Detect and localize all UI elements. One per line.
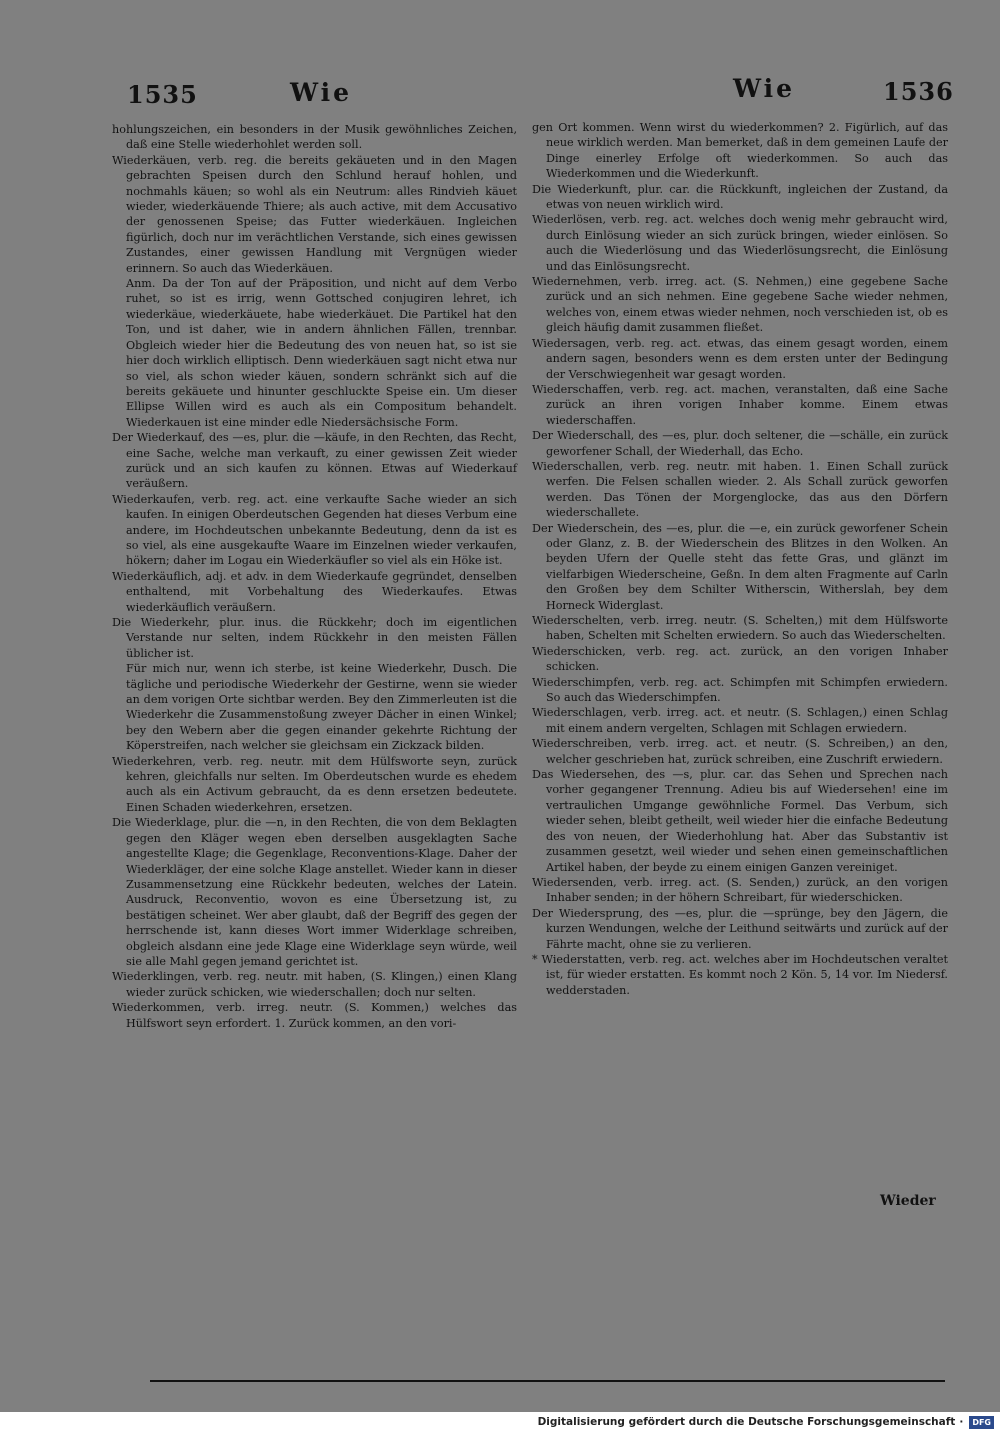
left-column-paragraph: Wiederkaufen, verb. reg. act. eine verkaufte Sache wieder an sich kaufen. In einigen Oberdeutschen Gegenden hat dieses Verbum eine andere, im Hochdeutschen unbekannte Bedeutung, denn da ist es so viel, als eine ausgekaufte Waare im Einzelnen wieder verkaufen, hökern; daher im Logau ein Wiederkäufler so viel als ein Höke ist. [112, 492, 517, 568]
left-column-paragraph: Wiederkäuen, verb. reg. die bereits gekäueten und in den Magen gebrachten Speisen durch den Schlund herauf hohlen, und nochmahls käuen; so wohl als ein Neutrum: alles Rindvieh käuet wieder, wiederkäuende Thiere; als auch active, mit dem Accusativo der genossenen Speise; das Futter wiederkäuen. Ingleichen figürlich, doch nur im verächtlichen Verstande, sich eines gewissen Zustandes, einer gewissen Handlung mit Vergnügen wieder erinnern. So auch das Wiederkäuen. [112, 153, 517, 275]
catchword: Wieder [880, 1193, 936, 1209]
right-column-paragraph: Das Wiedersehen, des —s, plur. car. das Sehen und Sprechen nach vorher gegangener Trennung. Adieu bis auf Wiedersehen! eine im vertraulichen Umgange gewöhnliche Formel. Das Verbum, sich wieder sehen, bleibt getheilt, weil wieder hier die einfache Bedeutung des von neuen, der Wiederhohlung hat. Aber das Substantiv ist zusammen gesetzt, weil wieder und sehen einen gemeinschaftlichen Artikel haben, der beyde zu einem einigen Ganzen vereiniget. [532, 768, 948, 874]
right-column-paragraph: Wiederschlagen, verb. irreg. act. et neutr. (S. Schlagen,) einen Schlag mit einem andern vergelten, Schlagen mit Schlagen erwiedern. [532, 706, 948, 735]
right-column-paragraph: Wiederschreiben, verb. irreg. act. et neutr. (S. Schreiben,) an den, welcher geschrieben hat, zurück schreiben, eine Zuschrift erwiedern. [532, 737, 948, 766]
left-column-paragraph: Wiederklingen, verb. reg. neutr. mit haben, (S. Klingen,) einen Klang wieder zurück schicken, wie wiederschallen; doch nur selten. [112, 970, 517, 999]
left-column [112, 122, 517, 1031]
left-column-paragraph: Für mich nur, wenn ich sterbe, ist keine Wiederkehr, Dusch. Die tägliche und periodische Wiederkehr der Gestirne, wenn sie wieder an dem vorigen Orte sichtbar werden. Bey den Zimmerleuten ist die Wiederkehr die Zusammenstoßung zweyer Dächer in einen Winkel; bey den Webern aber die gegen einander gekehrte Richtung der Köperstreifen, nach welcher sie gleichsam ein Zickzack bilden. [126, 662, 517, 753]
page-number-right: 1536 [883, 77, 954, 106]
right-column-paragraph: Wiederschicken, verb. reg. act. zurück, an den vorigen Inhaber schicken. [532, 644, 948, 674]
left-column-paragraph: Anm. Da der Ton auf der Präposition, und nicht auf dem Verbo ruhet, so ist es irrig, wenn Gottsched conjugiren lehret, ich wiederkäue, wiederkäuete, habe wiederkäuet. Die Partikel hat den Ton, und ist daher, wie in andern ähnlichen Fällen, trennbar. Obgleich wieder hier die Bedeutung des von neuen hat, so ist sie hier doch wirklich elliptisch. Denn wiederkäuen sagt nicht etwa nur so viel, als schon wieder käuen, sondern schränkt sich auf die bereits gekäuete und hinunter geschluckte Speise ein. Um dieser Ellipse Willen wird es auch als ein Compositum behandelt. Wiederkauen ist eine minder edle Niedersächsische Form. [126, 277, 517, 429]
right-column-paragraph: Wiederschelten, verb. irreg. neutr. (S. Schelten,) mit dem Hülfsworte haben, Schelten mit Schelten erwiedern. So auch das Wiederschelten. [532, 614, 948, 643]
right-column [532, 120, 948, 998]
right-column-paragraph: Wiedersagen, verb. reg. act. etwas, das einem gesagt worden, einem andern sagen, besonders wenn es dem ersten unter der Bedingung der Verschwiegenheit war gesagt worden. [532, 336, 948, 381]
running-head-left: Wie [290, 78, 353, 107]
left-column-paragraph: hohlungszeichen, ein besonders in der Musik gewöhnliches Zeichen, daß eine Stelle wiederhohlet werden soll. [112, 123, 517, 152]
footer-separator-icon: · [959, 1416, 964, 1428]
right-column-paragraph: Wiederschimpfen, verb. reg. act. Schimpfen mit Schimpfen erwiedern. So auch das Wiederschimpfen. [532, 675, 948, 705]
dfg-logo: DFG [969, 1416, 994, 1429]
right-column-paragraph: gen Ort kommen. Wenn wirst du wiederkommen? 2. Figürlich, auf das neue wirklich werden. Man bemerket, daß in dem gemeinen Laufe der Dinge einerley Erfolge oft wiederkommen. So auch das Wiederkommen und die Wiederkunft. [532, 121, 948, 181]
left-column-paragraph: Der Wiederkauf, des —es, plur. die —käufe, in den Rechten, das Recht, eine Sache, welche man verkauft, zu einer gewissen Zeit wieder zurück und an sich kaufen zu können. Etwas auf Wiederkauf veräußern. [112, 431, 517, 491]
running-head-right: Wie [733, 74, 796, 103]
left-column-paragraph: Die Wiederkehr, plur. inus. die Rückkehr; doch im eigentlichen Verstande nur selten, indem Rückkehr in den meisten Fällen üblicher ist. [112, 616, 517, 660]
right-column-paragraph: Wiederschallen, verb. reg. neutr. mit haben. 1. Einen Schall zurück werfen. Die Felsen schallen wieder. 2. Als Schall zurück geworfen werden. Das Tönen der Morgenglocke, das aus den Dörfern wiederschallete. [532, 459, 948, 520]
right-column-paragraph: Wiederlösen, verb. reg. act. welches doch wenig mehr gebraucht wird, durch Einlösung wieder an sich zurück bringen, wieder einlösen. So auch die Wiederlösung und das Wiederlösungsrecht, die Einlösung und das Einlösungsrecht. [532, 213, 948, 273]
left-column-paragraph: Wiederkehren, verb. reg. neutr. mit dem Hülfsworte seyn, zurück kehren, gleichfalls nur selten. Im Oberdeutschen wurde es ehedem auch als ein Activum gebraucht, da es denn ersetzen bedeutete. Einen Schaden wiederkehren, ersetzen. [112, 754, 517, 814]
bottom-rule [150, 1380, 945, 1382]
right-column-paragraph: Wiedernehmen, verb. irreg. act. (S. Nehmen,) eine gegebene Sache zurück und an sich nehmen. Eine gegebene Sache wieder nehmen, welches von, einem etwas wieder nehmen, noch verschieden ist, ob es gleich häufig damit zusammen fließet. [532, 275, 948, 335]
right-column-paragraph: Der Wiederschein, des —es, plur. die —e, ein zurück geworfener Schein oder Glanz, z. B. der Wiederschein des Blitzes in den Wolken. An beyden Ufern der Quelle steht das fette Gras, und glänzt im vielfarbigen Wiederscheine, Geßn. In dem alten Fragmente auf Carln den Großen bey dem Schilter Witherscin, Witherslah, bey dem Horneck Widerglast. [532, 521, 948, 612]
left-column-paragraph: Wiederkommen, verb. irreg. neutr. (S. Kommen,) welches das Hülfswort seyn erfordert. 1. Zurück kommen, an den vori- [112, 1001, 517, 1030]
right-column-paragraph: Der Wiederschall, des —es, plur. doch seltener, die —schälle, ein zurück geworfener Schall, der Wiederhall, das Echo. [532, 429, 948, 458]
right-column-paragraph: Die Wiederkunft, plur. car. die Rückkunft, ingleichen der Zustand, da etwas von neuen wirklich wird. [532, 182, 948, 212]
right-column-paragraph: Wiedersenden, verb. irreg. act. (S. Senden,) zurück, an den vorigen Inhaber senden; in der höhern Schreibart, für wiederschicken. [532, 875, 948, 905]
left-column-paragraph: Wiederkäuflich, adj. et adv. in dem Wiederkaufe gegründet, denselben enthaltend, mit Vorbehaltung des Wiederkaufes. Etwas wiederkäuflich veräußern. [112, 569, 517, 614]
page-number-left: 1535 [127, 80, 198, 109]
right-column-paragraph: * Wiederstatten, verb. reg. act. welches aber im Hochdeutschen veraltet ist, für wieder erstatten. Es kommt noch 2 Kön. 5, 14 vor. Im Niedersf. wedderstaden. [532, 952, 948, 997]
right-column-paragraph: Wiederschaffen, verb. reg. act. machen, veranstalten, daß eine Sache zurück an ihren vorigen Inhaber komme. Einem etwas wiederschaffen. [532, 382, 948, 427]
right-column-paragraph: Der Wiedersprung, des —es, plur. die —sprünge, bey den Jägern, die kurzen Wendungen, welche der Leithund seitwärts und zurück auf der Fährte macht, ohne sie zu verlieren. [532, 906, 948, 951]
footer-text: Digitalisierung gefördert durch die Deutsche Forschungsgemeinschaft [537, 1416, 956, 1428]
digitization-footer [0, 1412, 1000, 1432]
left-column-paragraph: Die Wiederklage, plur. die —n, in den Rechten, die von dem Beklagten gegen den Kläger wegen eben derselben ausgeklagten Sache angestellte Klage; die Gegenklage, Reconventions-Klage. Daher der Wiederkläger, der eine solche Klage anstellet. Wieder kann in dieser Zusammensetzung eine Rückkehr bedeuten, welches der Latein. Ausdruck, Reconventio, wovon es eine Übersetzung ist, zu bestätigen scheinet. Wer aber glaubt, daß der Begriff des gegen der herrschende ist, kann dieses Wort immer Widerklage schreiben, obgleich alsdann eine jede Klage eine Widerklage seyn würde, weil sie alle Mahl gegen jemand gerichtet ist. [112, 816, 517, 968]
